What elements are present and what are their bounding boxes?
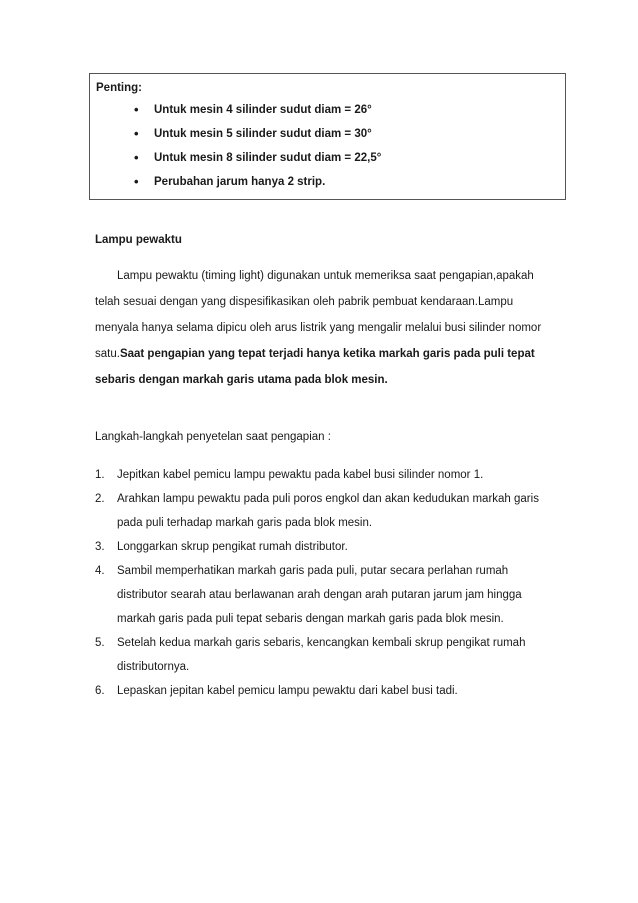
step-number: 1.: [95, 469, 105, 481]
step-line: Sambil memperhatikan markah garis pada puli, putar secara perlahan rumah: [117, 565, 509, 577]
step-line: Jepitkan kabel pemicu lampu pewaktu pada kabel busi silinder nomor 1.: [117, 469, 484, 481]
step-text: [95, 631, 565, 679]
step-number: 4.: [95, 565, 105, 577]
step-line: Lepaskan jepitan kabel pemicu lampu pewaktu dari kabel busi tadi.: [117, 685, 458, 697]
paragraph-line: Lampu pewaktu (timing light) digunakan untuk memeriksa saat pengapian,apakah: [117, 270, 534, 282]
paragraph-run: satu.: [95, 348, 120, 360]
note-item-text: Untuk mesin 8 silinder sudut diam = 22,5°: [154, 152, 382, 164]
important-note-box: [89, 73, 566, 200]
step-text: [95, 487, 565, 535]
step-number: 3.: [95, 541, 105, 553]
paragraph-line: [95, 341, 565, 367]
step-text: [95, 463, 565, 487]
step-line: Longgarkan skrup pengikat rumah distributor.: [117, 541, 348, 553]
step-item: [95, 559, 565, 631]
step-text: [95, 535, 565, 559]
step-item: [95, 463, 565, 487]
steps-intro: Langkah-langkah penyetelan saat pengapian :: [95, 431, 331, 443]
step-line: Setelah kedua markah garis sebaris, kencangkan kembali skrup pengikat rumah: [117, 637, 526, 649]
step-line: Arahkan lampu pewaktu pada puli poros engkol dan akan kedudukan markah garis: [117, 493, 539, 505]
bullet-icon: •: [134, 126, 139, 141]
step-item: [95, 679, 565, 703]
bullet-icon: •: [134, 102, 139, 117]
note-title: Penting:: [96, 82, 142, 94]
paragraph-line: telah sesuai dengan yang dispesifikasikan oleh pabrik pembuat kendaraan.Lampu: [95, 296, 514, 308]
step-line: markah garis pada puli tepat sebaris dengan markah garis pada blok mesin.: [117, 613, 504, 625]
note-item-text: Untuk mesin 5 silinder sudut diam = 30°: [154, 128, 372, 140]
step-number: 5.: [95, 637, 105, 649]
step-line: distributor searah atau berlawanan arah dengan arah putaran jarum jam hingga: [117, 589, 522, 601]
note-item-text: Perubahan jarum hanya 2 strip.: [154, 176, 326, 188]
step-item: [95, 535, 565, 559]
step-text: [95, 679, 565, 703]
step-item: [95, 487, 565, 535]
bullet-icon: •: [134, 174, 139, 189]
step-line: distributornya.: [117, 661, 190, 673]
step-number: 6.: [95, 685, 105, 697]
step-number: 2.: [95, 493, 105, 505]
note-item-text: Untuk mesin 4 silinder sudut diam = 26°: [154, 104, 372, 116]
paragraph-bold-run: Saat pengapian yang tepat terjadi hanya ketika markah garis pada puli tepat: [119, 348, 535, 360]
body-paragraph: [95, 263, 565, 393]
paragraph-line: menyala hanya selama dipicu oleh arus listrik yang mengalir melalui busi silinder nomor: [95, 322, 542, 334]
step-text: [95, 559, 565, 631]
paragraph-bold-line: sebaris dengan markah garis utama pada blok mesin.: [95, 374, 388, 386]
section-heading: Lampu pewaktu: [95, 234, 182, 246]
step-item: [95, 631, 565, 679]
bullet-icon: •: [134, 150, 139, 165]
step-line: pada puli terhadap markah garis pada blok mesin.: [117, 517, 373, 529]
steps-list: [95, 463, 565, 703]
